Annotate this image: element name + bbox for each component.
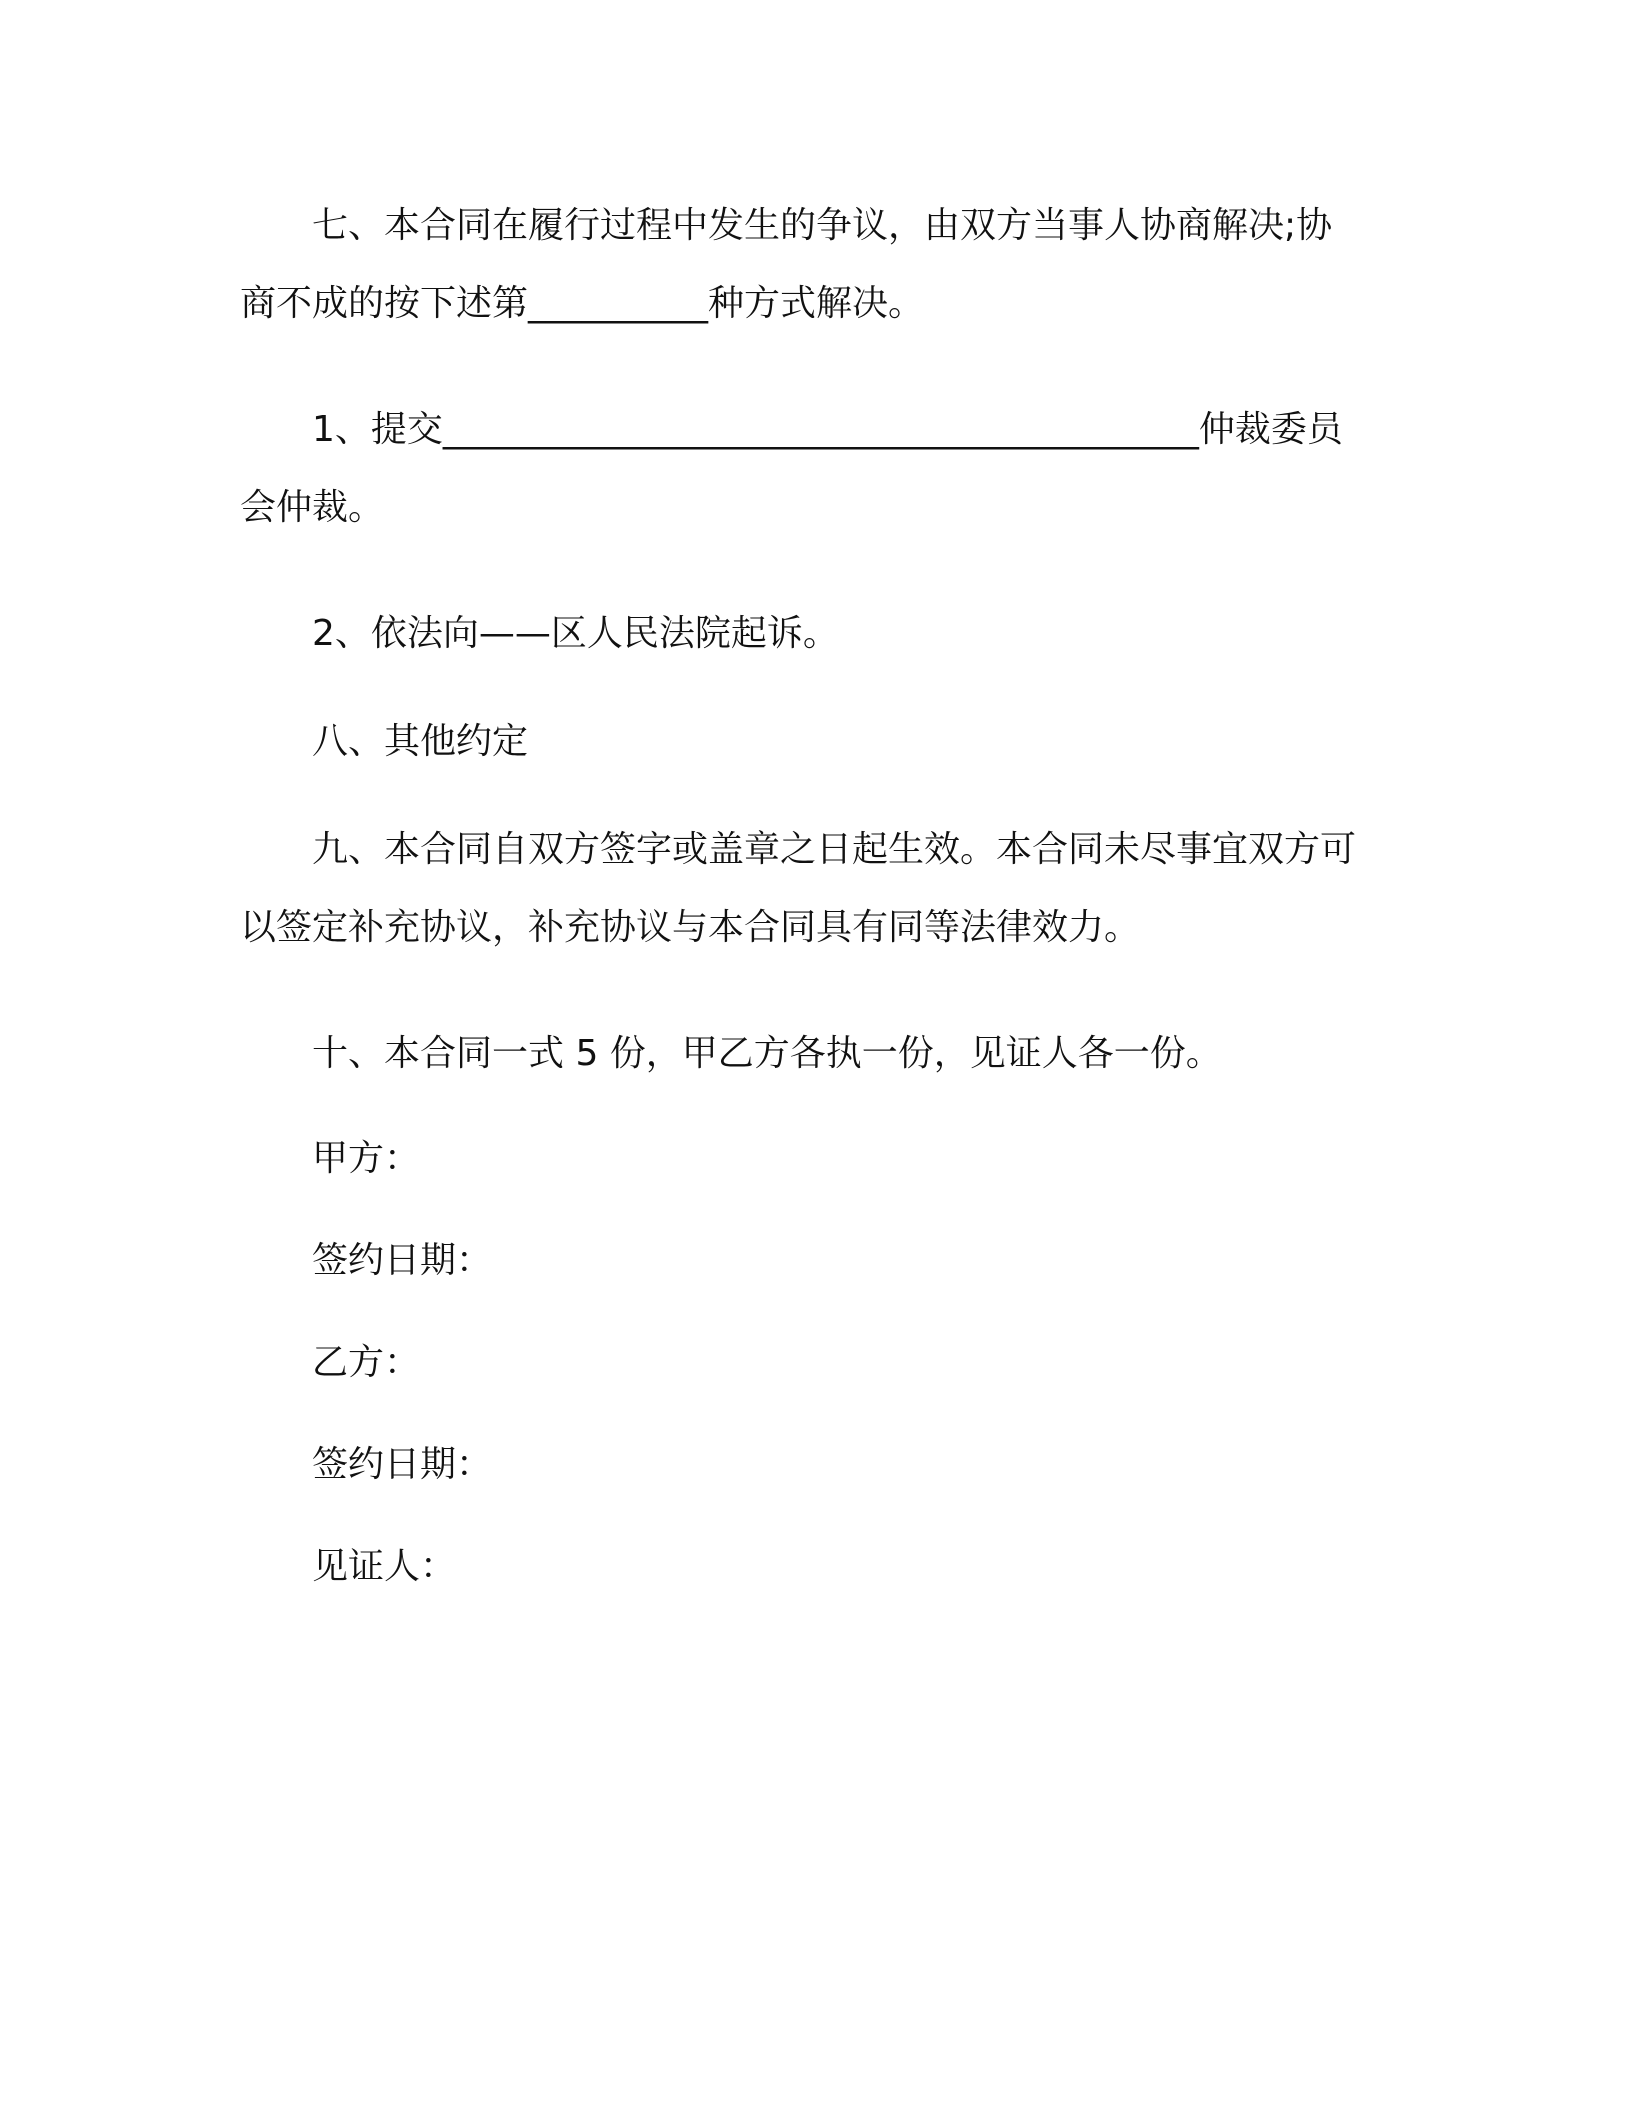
party-b-label: 乙方： (312, 1342, 421, 1383)
option-1-arbitration: 1、提交__________________________________________仲裁委员会仲裁。 (240, 409, 1343, 528)
contract-body (240, 187, 1360, 1633)
clause-7-dispute-resolution: 七、本合同在履行过程中发生的争议，由双方当事人协商解决;协商不成的按下述第__________种方式解决。 (240, 205, 1333, 324)
party-a-sign-date-label: 签约日期： (312, 1240, 493, 1281)
clause-10-copies: 十、本合同一式 5 份，甲乙方各执一份，见证人各一份。 (312, 1033, 1222, 1074)
clause-9-effectiveness: 九、本合同自双方签字或盖章之日起生效。本合同未尽事宜双方可以签定补充协议，补充协议与本合同具有同等法律效力。 (240, 829, 1357, 948)
option-2-litigation: 2、依法向——区人民法院起诉。 (312, 613, 839, 654)
witness-label: 见证人： (312, 1546, 457, 1587)
party-b-sign-date-label: 签约日期： (312, 1444, 493, 1485)
clause-8-other-terms: 八、其他约定 (312, 721, 529, 762)
party-a-label: 甲方： (312, 1138, 421, 1179)
